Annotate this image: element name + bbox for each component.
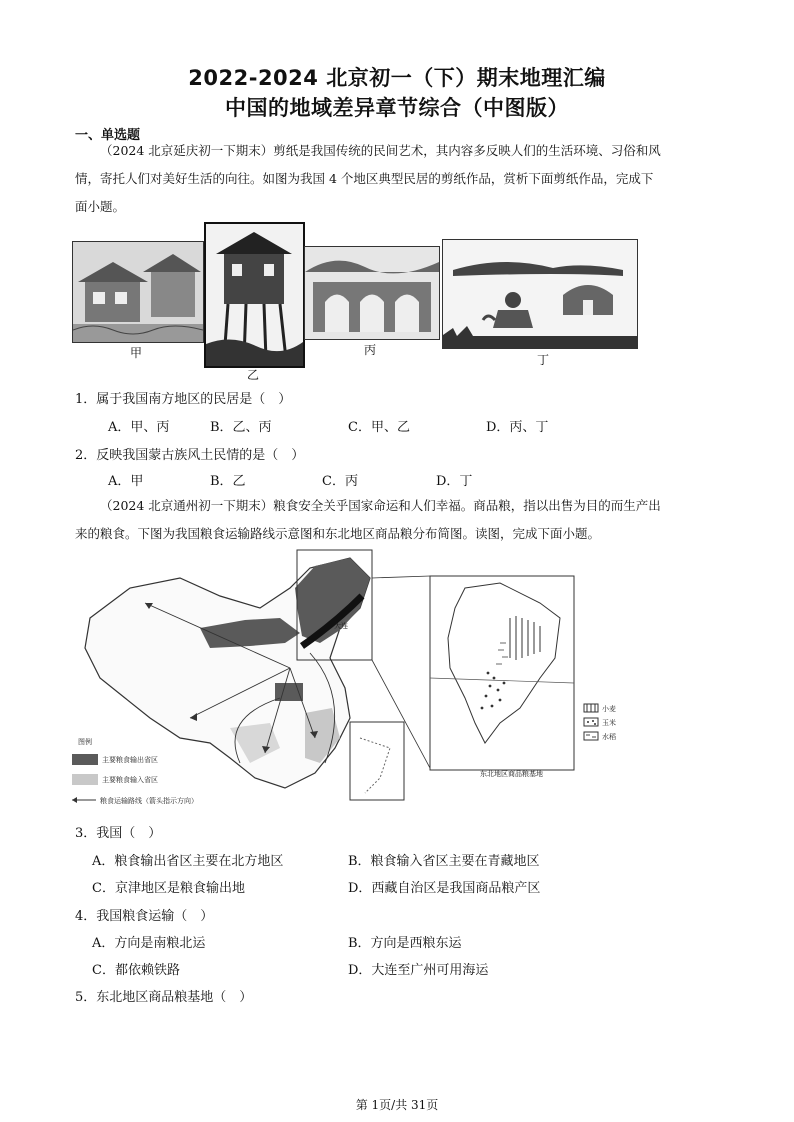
page-footer: 第 1页/共 31页 [355, 1098, 439, 1112]
china-map-figure [70, 548, 590, 812]
intro2-line1: （2024 北京通州初一下期末）粮食安全关乎国家命运和人们幸福。商品粮，指以出售为目的而生产出 [100, 498, 661, 513]
section-heading: 一、单选题 [75, 128, 141, 143]
intro2-line2: 来的粮食。下图为我国粮食运输路线示意图和东北地区商品粮分布简图。读图，完成下面小题。 [75, 526, 601, 541]
papercut-jia [72, 241, 204, 343]
question-2: 2．反映我国蒙古族风土民情的是（ ） [75, 448, 305, 463]
q3-option-d[interactable]: D．西藏自治区是我国商品粮产区 [348, 881, 541, 896]
q1-option-c[interactable]: C．甲、乙 [348, 420, 410, 435]
q3-option-c[interactable]: C．京津地区是粮食输出地 [92, 881, 245, 896]
q1-option-d[interactable]: D．丙、丁 [486, 420, 549, 435]
legend-label-input: 主要粮食输入省区 [102, 776, 158, 784]
legend-swatch-input [72, 774, 98, 785]
papercut-bing [304, 246, 440, 340]
papercut-label-jia: 甲 [130, 346, 143, 360]
legend-label-output: 主要粮食输出省区 [102, 756, 158, 764]
q4-option-b[interactable]: B．方向是西粮东运 [348, 936, 462, 951]
intro-paragraph-1 [75, 137, 723, 221]
q2-option-d[interactable]: D．丁 [436, 474, 473, 489]
crop-legend-rice: 水稻 [602, 733, 616, 741]
southern-house-papercut-icon [73, 242, 203, 342]
grain-transport-map [70, 548, 590, 812]
q2-option-c[interactable]: C．丙 [322, 474, 358, 489]
question-4: 4．我国粮食运输（ ） [75, 909, 214, 924]
page-title: 2022-2024 北京初一（下）期末地理汇编 [188, 66, 606, 90]
papercut-label-ding: 丁 [537, 353, 550, 367]
papercut-yi [204, 222, 305, 368]
inset-caption: 东北地区商品粮基地 [480, 770, 543, 778]
q4-option-c[interactable]: C．都依赖铁路 [92, 963, 180, 978]
q3-option-a[interactable]: A．粮食输出省区主要在北方地区 [92, 854, 284, 869]
crop-legend-corn: 玉米 [602, 719, 616, 727]
page-subtitle: 中国的地域差异章节综合（中图版） [225, 96, 569, 120]
q4-option-a[interactable]: A．方向是南粮北运 [92, 936, 206, 951]
legend-swatch-output [72, 754, 98, 765]
question-5: 5．东北地区商品粮基地（ ） [75, 990, 253, 1005]
papercut-label-bing: 丙 [364, 343, 377, 357]
papercut-label-yi: 乙 [247, 368, 260, 382]
map-legend-title: 图例 [78, 738, 92, 746]
q2-option-b[interactable]: B．乙 [210, 474, 246, 489]
papercut-ding [442, 239, 638, 349]
yurt-papercut-icon [443, 240, 637, 348]
intro-paragraph-2 [75, 492, 723, 548]
q1-option-a[interactable]: A．甲、丙 [108, 420, 170, 435]
intro1-line2: 情，寄托人们对美好生活的向往。如图为我国 4 个地区典型民居的剪纸作品，赏析下面剪纸作品，完成下 [75, 171, 654, 186]
q3-option-b[interactable]: B．粮食输入省区主要在青藏地区 [348, 854, 540, 869]
crop-legend [583, 702, 643, 746]
q2-option-a[interactable]: A．甲 [108, 474, 144, 489]
south-china-sea-inset [350, 722, 404, 800]
crop-legend-wheat: 小麦 [602, 705, 616, 713]
q4-option-d[interactable]: D．大连至广州可用海运 [348, 963, 489, 978]
arched-house-papercut-icon [305, 247, 439, 339]
intro1-line1: （2024 北京延庆初一下期末）剪纸是我国传统的民间艺术，其内容多反映人们的生活环境、习俗和风 [100, 143, 661, 158]
question-3: 3．我国（ ） [75, 826, 162, 841]
city-label-dalian: 大连 [334, 622, 348, 630]
legend-label-route: 粮食运输路线（箭头指示方向） [100, 797, 198, 805]
stilted-house-papercut-icon [206, 224, 303, 366]
question-1: 1．属于我国南方地区的民居是（ ） [75, 392, 292, 407]
intro1-line3: 面小题。 [75, 199, 126, 214]
q1-option-b[interactable]: B．乙、丙 [210, 420, 272, 435]
